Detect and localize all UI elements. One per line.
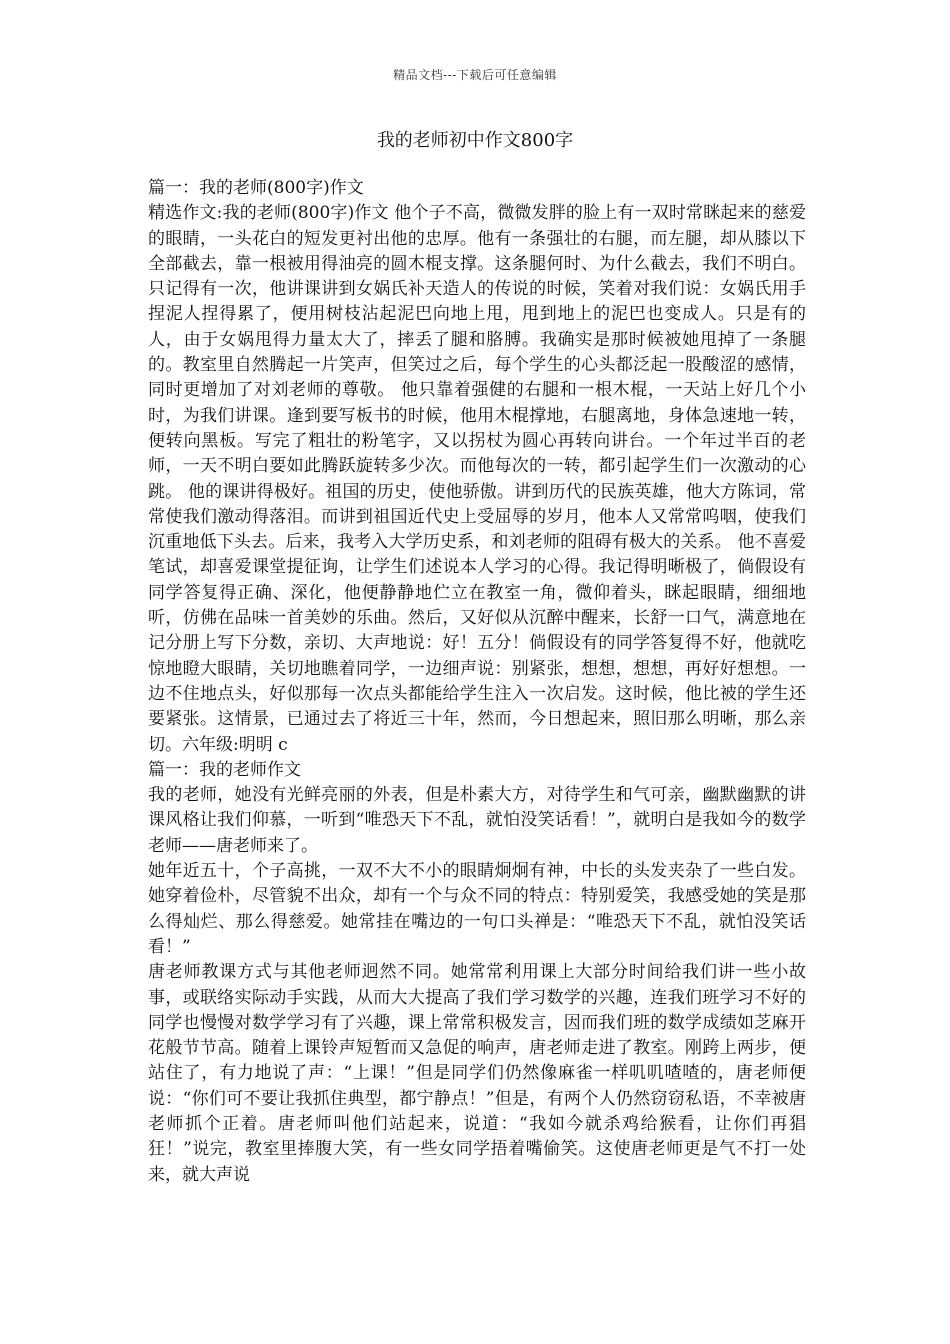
document-title: 我的老师初中作文800字	[376, 130, 574, 151]
paragraph: 精选作文:我的老师(800字)作文 他个子不高，微微发胖的脸上有一双时常眯起来的慈爱的眼睛，一头花白的短发更衬出他的忠厚。他有一条强壮的右腿，而左腿，却从膝以下全部截去，靠一根被用得油亮的圆木棍支撑。这条腿何时、为什么截去，我们不明白。只记得有一次，他讲课讲到女娲氏补天造人的传说的时候，笑着对我们说：女娲氏用手捏泥人捏得累了，便用树枝沾起泥巴向地上甩，甩到地上的泥巴也变成人。只是有的人，由于女娲甩得力量太大了，摔丢了腿和胳膊。我确实是那时候被她甩掉了一条腿的。教室里自然腾起一片笑声，但笑过之后，每个学生的心头都泛起一股酸涩的感情，同时更增加了对刘老师的尊敬。 他只靠着强健的右腿和一根木棍，一天站上好几个小时，为我们讲课。逢到要写板书的时候，他用木棍撑地，右腿离地，身体急速地一转，便转向黑板。写完了粗壮的粉笔字，又以拐杖为圆心再转向讲台。一个年过半百的老师，一天不明白要如此腾跃旋转多少次。而他每次的一转，都引起学生们一次激动的心跳。 他的课讲得极好。祖国的历史，使他骄傲。讲到历代的民族英雄，他大方陈词，常常使我们激动得落泪。而讲到祖国近代史上受屈辱的岁月，他本人又常常呜咽，使我们沉重地低下头去。后来，我考入大学历史系，和刘老师的阻碍有极大的关系。 他不喜爱笔试，却喜爱课堂提征询，让学生们述说本人学习的心得。我记得明晰极了，倘假设有同学答复得正确、深化，他便静静地伫立在教室一角，微仰着头，眯起眼睛，细细地听，仿佛在品味一首美妙的乐曲。然后，又好似从沉醉中醒来，长舒一口气，满意地在记分册上写下分数，亲切、大声地说：好！五分！倘假设有的同学答复得不好，他就吃惊地瞪大眼睛，关切地瞧着同学，一边细声说：别紧张，想想，想想，再好好想想。一边不住地点头，好似那每一次点头都能给学生注入一次启发。这时候，他比被的学生还要紧张。这情景，已通过去了将近三十年，然而，今日想起来，照旧那么明晰，那么亲切。六年级:明明 c	[148, 203, 806, 755]
section-heading-1: 篇一：我的老师(800字)作文	[148, 178, 364, 198]
paragraph: 唐老师教课方式与其他老师迥然不同。她常常利用课上大部分时间给我们讲一些小故事，或联络实际动手实践，从而大大提高了我们学习数学的兴趣，连我们班学习不好的同学也慢慢对数学学习有了兴趣，课上常常积极发言，因而我们班的数学成绩如芝麻开花般节节高。随着上课铃声短暂而又急促的响声，唐老师走进了教室。刚跨上两步，便站住了，有力地说了声：“上课！”但是同学们仍然像麻雀一样叽叽喳喳的，唐老师便说：“你们可不要让我抓住典型，都宁静点！”但是，有两个人仍然窃窃私语，不幸被唐老师抓个正着。唐老师叫他们站起来，说道：“我如今就杀鸡给猴看，让你们再猖狂！”说完，教室里捧腹大笑，有一些女同学捂着嘴偷笑。这使唐老师更是气不打一处来，就大声说	[148, 962, 806, 1185]
paragraph: 我的老师，她没有光鲜亮丽的外表，但是朴素大方，对待学生和气可亲，幽默幽默的讲课风格让我们仰慕，一听到“唯恐天下不乱，就怕没笑话看！”，就明白是我如今的数学老师——唐老师来了。	[148, 785, 806, 856]
page-header: 精品文档---下载后可任意编辑	[393, 68, 557, 82]
document-body	[148, 176, 806, 1188]
paragraph: 她年近五十，个子高挑，一双不大不小的眼睛炯炯有神，中长的头发夹杂了一些白发。她穿着俭朴，尽管貌不出众，却有一个与众不同的特点：特别爱笑，我感受她的笑是那么得灿烂、那么得慈爱。她常挂在嘴边的一句口头禅是：“唯恐天下不乱，就怕没笑话看！”	[148, 861, 806, 957]
section-heading-2: 篇一：我的老师作文	[148, 759, 301, 780]
